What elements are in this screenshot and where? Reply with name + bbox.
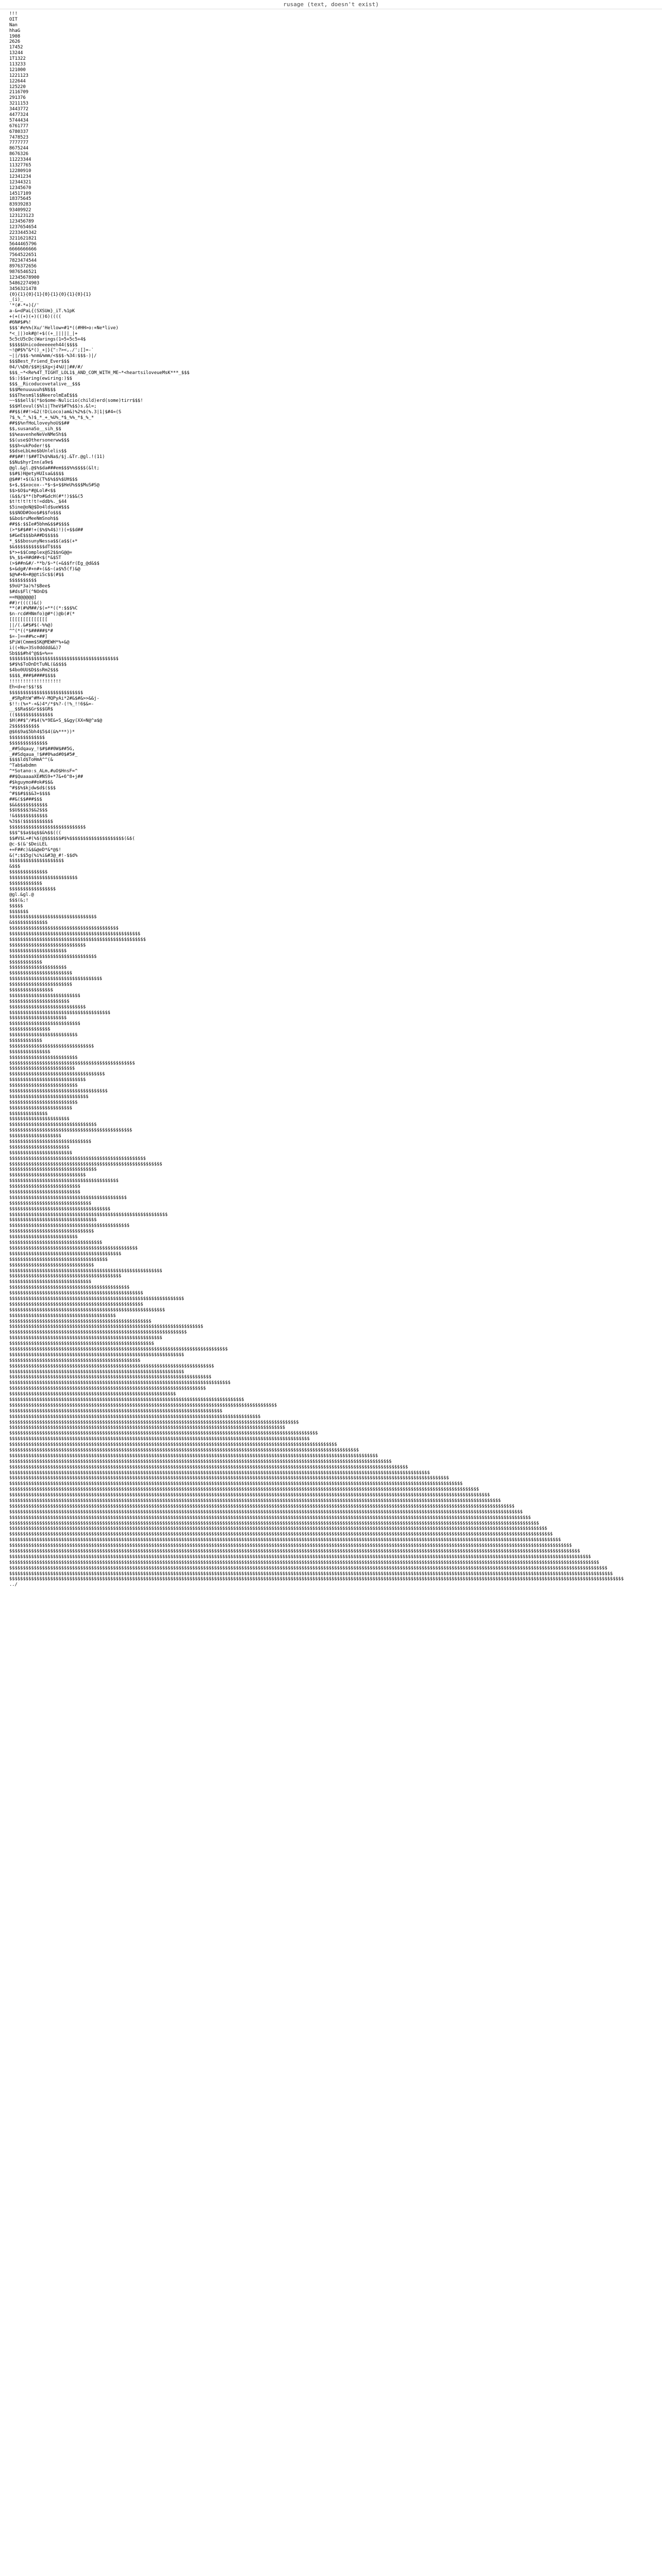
text-line: $$$$$$$$$$$$$$$$$$$$$$$$$$$$ <box>9 825 86 831</box>
text-line: $$>$O$u*#@Lol#<$$ <box>9 488 56 494</box>
text-line: $$$$$$$$$$$$$$$$$$$$$$$$$$$$$$$$$$$$$ <box>9 1206 110 1212</box>
text-line: $$$$$$$$$$$$$$$$$$$$$$$$$$$$ <box>9 1173 86 1178</box>
text-line: $$$$$$$$$$$$$$$$$$$$$$$ <box>9 1105 72 1111</box>
text-line: $$$$$ <box>9 903 23 909</box>
text-line: $$$$$$$$$$$$$$ <box>9 870 48 875</box>
text-line: &$$$$$$$$$$$$$ <box>9 920 48 926</box>
text-line: $$$$$$$$$$$$$$$$$$$$$$$$$$$$$$$$$$$$$$$$$$$$$$$$$$$$$$$$$$$$$$$$$$$$$$$$$$$ <box>9 1363 214 1369</box>
text-line: @gl.&gl.@ <box>9 892 34 897</box>
text-line: $$$$$$$$$$$$$$$$$$$$$$$$$$$$$$$ <box>9 1229 94 1234</box>
text-line: @gl.&gl.@$%$da###em$$$%%$$$$(&lt; <box>9 466 100 471</box>
text-line: $&bo$ruMeeNmSnoh$$ <box>9 516 59 522</box>
text-line: 11223344 <box>9 157 31 163</box>
text-line: *<_||)ok#@!+$((+_|||||_|+ <box>9 331 78 336</box>
text-line: +=F##c)&$&@eD*&*@$! <box>9 847 61 853</box>
text-line: ##$QuaaaaXE#NS9+*7&+6^8+j## <box>9 774 83 780</box>
text-line: $$$$$$$$$$$$$$$$$$$$$$$$$$$$$$$$$$$$$$$$$$$$$$$$$$$$ <box>9 1318 152 1324</box>
text-line: 8976372656 <box>9 264 37 269</box>
text-line: ==H@@@@@@] <box>9 595 37 600</box>
text-line: ~||/$$$-%nm&%mm/<$$$-%34:$$$-)|/ <box>9 353 97 359</box>
text-line: 17452 <box>9 45 23 50</box>
text-line: $$$$$$$$$$$$$$$$$$$$$$$$$$$$$$$$$$$$$$$$$$$$$$$$$$ <box>9 937 146 942</box>
text-line: $$$$$$$$$$$$$$$$$$$$$$$$$$$$$$$$$$$$$$$$$$$$ <box>9 1285 130 1291</box>
text-line: $$$$$$$$$$$$$$$$$$$$ <box>9 858 64 864</box>
text-line: &(*;$$5g(%i%i&#3@_#!-$$d% <box>9 853 78 858</box>
text-line: 54862274903 <box>9 280 40 286</box>
text-line: $$$$$$$$$$$$$$$$$$$$$$$ <box>9 971 72 976</box>
text-line: $$$$$$$$$$$$$$$$$$$$$$$$$$$$$$$$ <box>9 914 97 920</box>
text-line: 1908 <box>9 33 21 39</box>
text-line: $#$%$ToDnDtTuNL(&$$$$ <box>9 662 67 668</box>
text-line: $$$$$$$$$$$$$$$$$$$$$$$$$$$$$$$$$$$$$$$$ <box>9 1178 119 1184</box>
text-line: 8675244 <box>9 146 29 151</box>
text-line: $$$$$$$$$$$$$$$$$$$$$$$$$$$$$$$$$$$$$$$$$$$$$$$$$$$$$$$$$$$$$$$$$$$$$$$$ <box>9 1386 206 1392</box>
text-line: $$%eavenheNeVeNMeSh$$ <box>9 432 67 437</box>
text-line: $$$$$$$$$$$$$$$$$$$$$$$$$$$$$$$$$$$$$$$$$$$$$$$$$$$$$$$$$$$$$$$$$$$$$$$$$$$$$$$$$$$$$$$$$$$$$$$$$$$$$$$$$$$$$$$$$$$$$$$$$$$$$$$$$$$$$$$$$$$$$$$$$$$$$$$$$$$$$$$$$$$$$$$$$$$$$$$$$$$$$$$$$$$$$$$$$$$$$$$$$$ <box>9 1537 561 1543</box>
text-line: $$$Best_Friend_Ever$$$ <box>9 359 70 365</box>
text-line: [[[[[[[[[[[[[[ <box>9 617 48 623</box>
text-line: 7478523 <box>9 134 29 140</box>
text-line: $$$$$$$$$$$$$$$$$$$$$$$$$ <box>9 875 78 881</box>
text-line: 9876546521 <box>9 269 37 275</box>
text-line: $$$$$$$$$$$$$$$$$$$$$$$$$$ <box>9 1184 80 1190</box>
text-line: $$$$$$$$$$$$$$$$$$$$$$$$$$$$$$$$$$$$$$$$$$$$$$$$$ <box>9 1301 143 1307</box>
text-line: $t!t!t!t!t!=ddb%._$44 <box>9 499 67 505</box>
text-line: @c-$(&'$DeiLEL <box>9 841 48 847</box>
text-line: ##$$(##!>&2(!D(Loco)am&)%2%$(%.3|1|$#4=(S <box>9 410 122 415</box>
text-line: ^^(*((*$#####$*# <box>9 628 53 634</box>
text-line: !!!!!!!!!!!!!!!!!!! <box>9 679 61 684</box>
text-line: $$$$$$$$$$$$$$$$$$$$$$$$$$$$$$$$$$$$$$$$$$$$$$$$$$$$$$$$$$$$$$$$$$$$$$$$$$$$$$$$$$$$$$$$$$$$$$$$$$$$$$$$$$$$$$$$$$$$$$$$$$$$$$$$$$$$$$$$$$$$$$$$$$$$$$$$$$$$$$$$$$$$$$$$$$$$$$$$$$$$$$$$$$$$$$$$$$$$$$$$$$$$$$$$$$$$$ <box>9 1554 591 1560</box>
text-line: 291376 <box>9 95 26 101</box>
text-line: $$$$$$$$$$$$$$$$$$$$$$$$$$$$$$$$$$$$$$$$$$$$$$$$$$$$$$$$ <box>9 1335 162 1341</box>
text-line: $$$$$$$$$$$$$$$$$$$$$$$$$$$$$$$$ <box>9 1167 97 1173</box>
text-line: $$$$$$$$$$$$$$$$$$$$$$$$$$$$$$$$$$$$$$$$$$$$$$$$$$$$$$$$$$ <box>9 1212 168 1217</box>
text-line: $@%#+N+#@@tiSc$$(#$$ <box>9 572 64 578</box>
text-line: 4477324 <box>9 112 29 118</box>
text-line: 04/\%D0/$$Hj$Xg<j4%U||##/#/ <box>9 365 83 370</box>
text-line: 83939283 <box>9 202 31 208</box>
text-line: $$$$$$$$$$$$$$ <box>9 1111 48 1116</box>
text-line: ?$_%_^_%)$_*_+_%U%_*$_%%_*$_%_* <box>9 415 94 421</box>
text-line: 122644 <box>9 78 26 84</box>
text-line: $$$$$$$$$$$$$$$$$$$$$$$$$$$$$$$$$$$$$$$$$$$$$$$$$$$$$$$$$$$$$$$$ <box>9 1296 184 1301</box>
text-line: _##Sdqaua_!$##0%ad#0$#5#_ <box>9 752 78 757</box>
text-line: _(i)_ <box>9 297 23 303</box>
text-line: $$$$$$$$$$$$$$$$$$$$$$$$$$$$$$$$$$$$$ <box>9 1010 110 1015</box>
text-line: 125220 <box>9 84 26 90</box>
text-line: ~~$$$ell$(*$o$ome-Nulicio(child)erd(some)tirr$$$! <box>9 398 143 404</box>
text-line: $$$$$$$$$$$$$$$$$$$$$$$$$$$$$$$$$$$$$$$$$$$$$$$$$$$$$$$$$$$$$$$$$$$$$$$$$$ <box>9 1375 211 1380</box>
text-line: $$$$$$$$$$$$$$$$$$$$$$ <box>9 998 70 1004</box>
text-line: $$$$$$$$$$$$$$$$$$$$$$$$$$$$ <box>9 942 86 948</box>
text-line: $$$$$$$$$$$$$$$$$$$$$$$$$$$$$$$$$$$$$$$$$$$$$$$$$$$$$$$$$$$$$$$$ <box>9 1369 184 1375</box>
text-line: 93409922 <box>9 208 31 213</box>
text-line: $$$$$$$$$$$$$$$$$$$$$$$$$$$$$$$$$$$$$$$$$$$$$$$$ <box>9 1358 141 1363</box>
text-line: $$$$$$$$$$$$$$$$$$$$$$$$$$$$$$$$$$$$$$$$$$$$$$$$$$$$$$$$$$$$$$$$$$$$$$$$$$$$$$$$$$$$$$$$$$$$$$$$$$$$$$$$$$$$$$$$$$$$$$$$$$$$$$$$$$$$$$$$$$$$$$$$$$$$$$$$$$$$$$$$$$$$$$$$$$$$$$$$$$$$$$$$$$$$$$$$$$ <box>9 1520 539 1526</box>
text-line: $$$$$$$$$$$$$$$$$$$$$$$$$$$$$$$$$$$$$$$$$$$$$$$$$$$$$$$$$$$$$$$$$$$$$$$ <box>9 1324 204 1330</box>
text-line: ~!@#$%^&*()_+|}{":?><,./';[]=-` <box>9 348 94 353</box>
text-line: $$$$$$$$$$$$$$$$$$$$$$$$$$$$$$$$$$$$$$$$$$$$$$$$$$$$$$$$$$$$$$$$$$$$$$$$$$$$$$$$$$$$$$$$$$$$$$$$$$$$$$$$$$$$$$$$$$$$$$$$$$$$$$$$$$$$$$$ <box>9 1453 378 1459</box>
text-line: $$$$$$$$$$$$$$$$$$$$$$$$$$$$$$$$$$$$$$$$$$$$$$$$$$$$$$$$$$$$$$$$$$$$$$$$$$$$$$$$$$$$$$$$$$$$ <box>9 1414 261 1419</box>
text-line: i((+Nu+3Ss0dddd&&)7 <box>9 645 61 651</box>
text-line: 2$$$$$$$$$$ <box>9 724 40 730</box>
text-line: $+&dg#/#+n#+(&$~(a$%5(f)&@ <box>9 567 80 572</box>
text-line: &$$$ <box>9 864 21 870</box>
text-line: {0}{1}{0}{1}{0}{1}{0}{1}{0}{1} <box>9 292 91 297</box>
text-line: $$$$$$$$$$$$$$$$$$$$$$$$$$$$$$$$$$ <box>9 1240 103 1246</box>
text-line: $$$$$$$$$$$$$$$$$$$$$$$$$$$$$$$$$$$$$$$$ <box>9 656 119 662</box>
text-line: $$$$$$$$$$$$$$$$$$$$$ <box>9 1015 67 1021</box>
text-line: ##$##!!$##TI%$%Na$/$j.&Tr.@gl.!(11) <box>9 454 105 460</box>
text-line: $9oU*3a)%?$Bee$ <box>9 583 51 589</box>
text-line: ^*Sotano:s_ALm,#uO$HnsF=^ <box>9 769 78 774</box>
text-line: *_$$$bosunyNessa$$(a$$(+* <box>9 538 78 544</box>
text-line: $$$$$$$$$$$$$$$$$$$$$$$$$$$$$$$$$$$$$$$$$$$$$$$$$$$$$$$$$$$$$$$$$$$$$$$$$$$$$$$$$ <box>9 1380 230 1386</box>
text-line: ##$$%nfHoLloveyhoU$$## <box>9 421 70 427</box>
text-line: $$$$$$$$$$$$$$$$$$$$$$$$$$$$$$ <box>9 1200 91 1206</box>
text-line: ^Tab$abdmn <box>9 763 37 769</box>
text-line: $$$$$$$$$$$$$ <box>9 735 45 740</box>
text-line: 1T1322 <box>9 56 26 62</box>
text-line: 12345678900 <box>9 275 40 280</box>
text-line: 2116709 <box>9 90 29 95</box>
text-line: $$$$$$$$$$$$$$$$$$$$$$$$$$$$$$$$$$$$$$$$$$$$$$$$$$$$$$$$$$$$$$$$$$$$$$$$$$$$$$$$$$$$$$$$$$$$$$$$$$$$$ <box>9 1425 285 1431</box>
text-line: $$$$$$$$$$$$$$$$$$$$$$$$$$$$$$$$$$$$$$$$$ <box>9 1251 122 1257</box>
text-line: 18375645 <box>9 196 31 202</box>
text-line: 12345670 <box>9 185 31 191</box>
text-line: $$$$$$$$$$$$$$$$$$$$$$$$$$$$$$$$$$$$$$$$$$$$$$$$$$$$$$$$ <box>9 1161 162 1167</box>
text-line: ^#$$#$$$&3+$$$$ <box>9 791 51 796</box>
text-line: $$$$$$$$$$$$$$$$$$$$$$$$$$$$$$$$$$$$$$$$$$$$$$$$$$$$$$$$$$$$$$$$$$$$$$$$$$$$$$$$$$$$$$$$$$$$$$$$$$$$$$$$$$ <box>9 1419 299 1425</box>
text-line: $$$$$$$$$$$$$$$$$$$$$$$$$$$$$$$$$$$$$$$$$$$$$$$$$$$$$$$$$$$$$$$$$$$$$$$$$$$$$$$$$$$$$$$$$$$$$$$$$$$$$$$$$$$$$$$$$$$$$$$$$$$$$$$$$$$$$$$$$$$$$$$$$$$$$$$$$$$$$$$$$$$$$$$$$$$$$$$$$$$$$$$$$ <box>9 1503 515 1509</box>
text-line: 3443772 <box>9 107 29 112</box>
text-line: $$$$$$$$$$$$$$$$$$$$$$$$$$$$$$$$$$$$$$$$$$$$ <box>9 1223 130 1229</box>
text-line: $$$$$$$$$$$$$$ <box>9 740 48 746</box>
text-line: 7777777 <box>9 140 29 146</box>
text-line: $$$$$$$ <box>9 909 29 914</box>
text-line: (($$$$$$$$$$$$$$ <box>9 713 53 718</box>
text-line: $$$$$$$$$$$$$$$$$$$$$$$$$$$$$$$$ <box>9 1122 97 1128</box>
text-line: $$(use$Othersonerww$$$ <box>9 437 70 443</box>
text-line: $&$$$$$$$$$$$dT$$$$ <box>9 544 61 550</box>
text-line: $$$$$$$$$$$$$$$$$$$$$$$$$$$$$$$$$$$$$$$$$$$$$$$$$$$$$$$$$$$$$$$$$$$$$$$$$$$$$$$$$$$$$$$$$$$$$$$$$$$$$$$$$$$$$$$$$$$$$$$$$$$$$$$$$$$$$$$$$$$$$$$$$$$$$$$$$$$$$$$$$$$$$$$$$$$$$$$$$$$$$$$$$$$$$$$$$$$$$$$$$$$$$$$$$$$$$$$$$$$$$ <box>9 1571 613 1577</box>
text-line: $$$$$$$$$$$$$$$$$$$$$$$$$$$$$$$$$$$$ <box>9 1089 108 1094</box>
text-line: (&$$/$**(bPo#&dcH(#*!)$$&(5 <box>9 494 83 499</box>
text-line: $$$'#e%%(Xu/'Hellow=#1*((#HH>o:+Ne*live) <box>9 325 119 331</box>
text-line: $$$$$$$$$$$$$$$$$$$$$$$$$$$$$$$$$$$$$$$$$$$$$$$$$$$$$$$$$$$$$$$$ <box>9 1352 184 1358</box>
text-line: $$$$$$$$$$$$$$$$$$$$$$$$$ <box>9 1083 78 1089</box>
text-line: **(#(#%M##/$(=**((*:$$$%C <box>9 606 78 612</box>
text-line: $$$$$$$$$$$$$$$$$$$$$$$$$$$$$$$$$$$$$$$$$$$$$$$$$$$$$$$$$$$$$$$$$$$$$$$$$$$$$$$$$$$$$$$$$$$$$$$$$$$$$$$$$$$$$$$$$$$$$$$$$$$$$$$$$$$$$$$$$$$$$$$$$$$$$$$$$$$$$$$$$$$$$$$$$$$$ <box>9 1487 479 1493</box>
text-line: 6761777 <box>9 123 29 129</box>
text-line: 113233 <box>9 62 26 67</box>
text-line: $$$$$$$$$$$$$$$$$$$$$$$$$$$$$$$$$$$$$$$$$$$$$$$$$$$$$$$$$$$$$$$$$$$$$$$$$$$$$$$$$$$$$$$$$$$$$$$$$$$$$$$$$$$$$$ <box>9 1436 310 1442</box>
text-line: Sb$$$#h4^@$$=%== <box>9 651 53 656</box>
text-line: $$$$$$$$$$$$$$$$$$$$$$$$ <box>9 1066 75 1072</box>
text-line: $$$$$$$$$$$$$$$$$$$$$$$$$$$$$$$$$$$$$$$$$$$$$$$$$$$$$$$$$$$$$$$$$$$$$$$$$$$$$$$$$$$$$$$$$$$$$$$$$$$$$$$$$$$$$$$$$$$$$$$$$$$$$$$$ <box>9 1448 359 1453</box>
text-line: $!!:(%+*-+&)4*/*$%?-(!%_!!6$&=- <box>9 701 94 707</box>
text-line: $PiW(Cmmm$SK@MEWH*%+&@ <box>9 639 70 645</box>
text-line: $$$$$$$$$$$$$$$$$$$$$$$$$$$$$$$$$$$$$$$$$$$$$$$$$$$$$$$$$$$$$$$$$$$$$$$$$$$$$$$$$$$$$$$$$$$$$$$$$$$$$$$$$$$$$$$$$$$$$$$$$$$$$$$$$$$$$$$$$$$$$$$$$$$$$$$$$$$$$$$$$$$$$$$$$$$$$$$$$$$$$$$$$$$$$$$$$$$$$$$$$$$$$$$$$$$$$$$$$$$ <box>9 1565 607 1571</box>
text-line: 3211153 <box>9 101 29 107</box>
text-line: 121000 <box>9 67 26 73</box>
text-line: $$$_~*<Re%4T_TIGHT_LOL1$_AND_COM_WITH_ME~*<heartsiloveueMsK***_$$$ <box>9 370 190 376</box>
text-line: $*>+$$Complex@S2$$nG@@= <box>9 550 72 555</box>
text-line: $$$$$$$$$$$$$$$$$$$$$$$$$$$$$$$ <box>9 1262 94 1268</box>
text-line: ##$$:$$Ie#5bhm&$$#$$$$ <box>9 522 70 528</box>
text-line: $$$__Ricoducovetalive__$$$ <box>9 381 80 387</box>
text-line: 13244 <box>9 50 23 56</box>
text-line: 12344321 <box>9 179 31 185</box>
text-line: $$$h<ukPoder!$$ <box>9 443 51 449</box>
text-line: $$$$$$$$$$ <box>9 578 37 583</box>
text-line: $$U$$$$3$&2$$$ <box>9 808 48 814</box>
text-line: 8676326 <box>9 151 29 157</box>
text-line: ^#$$%$kjdw$d$($$$ <box>9 785 56 791</box>
text-line: $$$$$$$$$$$$$$$$$$$$$ <box>9 948 67 954</box>
text-line: $$$$$$$$$$$$$$$$$$$$$$$$$$$$$$$$$$$$$$$$$$$$$$$$$$$$$$$$$ <box>9 1307 165 1313</box>
text-line: $$$$$$$$$$$$$$$$$$$$$$$$$$$ <box>9 690 83 696</box>
window-title: rusage (text, doesn't exist) <box>0 0 662 9</box>
text-line: $$dseLbLmo$bUnlelis$$ <box>9 449 67 454</box>
text-line: $$$$$$$$$$$$$$$$$$$$$$$$$$$$ <box>9 1004 86 1010</box>
text-line: ||/(.&#$#$(-%%@) <box>9 623 53 629</box>
text-line: $$$$$$$$$$$$$$$$$$$$$$$$$$$$$$$$$$$$$$$$$$$$$$$$$$$$$$$$$$$$$$$$$$$$$$$$$$$$$$$$$$$$$$$$$$$$$$$$$$$$$$$$$$$$$$$$$$$$$$$$ <box>9 1442 337 1448</box>
text-line: $$$$$$$$$$$$$$$$$$$$$$$$$$$$$$$$$$$$ <box>9 1257 108 1262</box>
text-line: 123456789 <box>9 218 34 224</box>
text-line: $5ine@oN@$Do4ld$ueW$$$ <box>9 505 70 511</box>
text-line: $$$$$$$$$$$$$$$$$$$$$$$$$$$$$$$$$$$$$$$$$$$$$$$$$$$$$$$$$$$$$$$$$$$$$$$$$$$$$$$$$$$$$$$$$$$$$$$$$$$$$$$$$$$$$$$$$$$$$$$$$$$$$$$$$$$$$$$$$$$$$$$$$$$$$$$$$$$$$$$$$$$$$$$$$$$$$$$$ <box>9 1493 490 1498</box>
text-line: $$$$$$$$$$$$$$$ <box>9 1027 51 1032</box>
text-line: #6N#$#%! <box>9 319 31 325</box>
text-line: $%_$$+H#d##<$(*&$ST <box>9 555 61 561</box>
text-line: $$$$$$$$$$$$$$$$$$$$$$$$$$$$$ <box>9 1094 89 1099</box>
text-line: $$$$$$$$$$$$$$$$$$$$$$$$$$$$$$$$$$$$$$$$$$$$$$$$$$$$$$$$ <box>9 1268 162 1274</box>
text-line: 11327765 <box>9 163 31 168</box>
text-line: Eh<d+e!$$!$$ <box>9 684 42 690</box>
text-line: $$$$$$$$$$$$$$$$$$$$$$$$$$ <box>9 1021 80 1027</box>
text-line: $=-]==##%c+##] <box>9 634 48 639</box>
text-line: $$$$$$$$$$$$$$$$$$$$$$$$$$$$$$$$$$$$$$$$$$$ <box>9 1195 127 1200</box>
text-line: 6780337 <box>9 129 29 134</box>
text-line: $$$$$$$$$$$$$$$$$$$$$$$$$$$$$$$$$$$$$$$$$$$$$$$ <box>9 1245 138 1251</box>
text-line: $$$$$$$$$$$$ <box>9 1038 42 1043</box>
text-line: $$$$$$$$$$$$$$$$$$$$$$$$$$$$$$$$$$$$$$$$$$$$$$$$$$$$$$$$$$$$$$$$$$$$$$$$$$$$$$$$$$$$$$$$$$$$$$$$$$ <box>9 1402 277 1408</box>
text-line: $$$Thesm$l$$NeerolmEaE$$$ <box>9 393 78 398</box>
text-line: $n-rcd#HNmfo)@#*()@b(#(* <box>9 612 75 617</box>
text-line: 5744434 <box>9 117 29 123</box>
text-line: $$$$$$$$$$$$$$$$$$$$$$$$$$$$$$$$$$$$$$$$$$$$$$$$$$$$$$$$$$$$$$$$$$$$$$$$$$$$$$$$$$$$$$$$$$$$$$$$$$$$$$$$$$$$$$$$$$$$$$$$$$$$$$$$$$$$$$$$$$$$$$$$$$$$$$$$$$$$$$$$$$$$$$$$$$$$$$$$$$$$$$$$$$$$$$$$$$$$$$$$$$$$$$$$$ <box>9 1549 580 1554</box>
text-line: $$$$$$$$$$$$$$$$ <box>9 987 53 993</box>
text-line: $$$$$$$$$$$$$$$$$$$$$$$$$$$$$$$$$$$$$$$$$$$$$$$$ <box>9 931 141 937</box>
text-line: (>*$#$##!+($%$%4$)!)(+$$d## <box>9 527 83 533</box>
text-line: 2233445342 <box>9 230 37 235</box>
text-line: $$$$$$$$$$$$$$$$$$$ <box>9 1133 61 1139</box>
text-line: $#ds$Fl(^NOnD$ <box>9 589 48 595</box>
text-line: $$$$$$$$$$$$$$$$$$$$$$$$$ <box>9 1032 78 1038</box>
text-line: $$$$$$$$$$$$$$$$$$$$$$$$$$$$$$$$$$$$$$$$$$$$$$$$$$$$$$$$$$$$$$$$$$$$$$$$$$$$$$$$$$$$$$ <box>9 1397 244 1402</box>
text-line: $$$(&;! <box>9 897 29 903</box>
text-line: $$$$$$$$$$$$$$$$$$$$$$$$$$$$$$$$$$$ <box>9 1072 105 1077</box>
text-line: $$$$$$$$$$$$$$$$$$$$$$$ <box>9 982 72 988</box>
text-line: $$$$$Unicodeeeeeeh44($$$$ <box>9 342 78 348</box>
text-line: $4bo0UU$D$$sRm2$$$ <box>9 668 59 673</box>
text-line: 1221123 <box>9 73 29 78</box>
text-line: $$$$$$$$$$$$$$$$$$$$$$$$$$$$$$$$$$$$$$$$$$$$$$$$$$$$$$$$$$$$$$$$$$$$$$$$$$$$$$$$$$$$$$$$$$$$$$$$$$$$$$$$$$$$$$$$$$$$$$$$$$$$$$$$$$$$$$$$$$$$$$$$$$$$$$$$$$$$$$$$$$$$$$$$$$$$$$$$$$$$$$$$$$$$$$$$$$$$$$$$$$$$$$ <box>9 1543 572 1549</box>
text-line: $$$$ld$ToHmA^^(& <box>9 757 53 763</box>
text-line: $$$$$$$$$$$$$$$$$$$$$$$$$$$$$$$$$$$$$$$$$$$$$$$$$$$$$$$$$$$$$$$$$$$$$$$$$$$$$$$$$$$$$$$$$$$$$$$$$$$$$$$$$$$$$$$$$$$$$$$$$$$$$$$$$$$$$$$$$$$$$$$$$$$$$$$$$$$$$$$$$ <box>9 1476 449 1481</box>
text-line: !!! <box>9 11 18 16</box>
text-line: $$:)$$aring(ewiring:)$$ <box>9 376 72 381</box>
text-line: $$$$$$$$$$$$$$$$$$$$$$$$$$$$$$$$ <box>9 954 97 959</box>
text-line: $H(##$^/#$4(%*9E&+S_$&gy(XX=N@^a$@ <box>9 718 103 724</box>
text-line: $$$$$$$$$$$$$$$$$$$$$$$$$$$$$$$$$$$$$$$$$$$$$$$$$$$$$$$$$$$$$$$$$$$$$$$$$$$$$$$$$$$$$$$$$$$$$$$$$$$$$$$$$$$$$$$$$ <box>9 1431 318 1436</box>
text-line: a-&=dPaL{(SXSUm}_iT.%1pK <box>9 309 75 314</box>
text-line: $$$$$$$$$$$$$$$$$$$$$$$$$$$$$$$$$$$$$$$$$$$$$$$$$$$$$$$$$$$$$$$$$$$$$$$$$$$$$$$$$$$$$$$$$$$$$$$$$$$$$$$$$$$$$$$$$$$$$$$$$$$$$$$$$$$$$$$$$$$$$$$$$$$$$$$$$$$$$$$$$$$$$$$$$$$$$$$$$$$$ <box>9 1498 501 1504</box>
text-line: $$$$$$$$$$$$$$$$$$$$$$$$$$ <box>9 1190 80 1195</box>
text-line: 6666666666 <box>9 247 37 252</box>
text-line: 5644465796 <box>9 241 37 247</box>
text-line: $$$$$$$$$$$$$$$ <box>9 1049 51 1055</box>
text-line: $$$$$$$$$$$$$$$$$ <box>9 886 56 892</box>
text-line: $$$$$$$$$$$$$$$$$$$$$$$$$$$$$$$$$$$$$$$$$$$$$$$$$$$$$$$$$$$$$$$$$ <box>9 1330 187 1335</box>
text-line: ../ <box>9 1582 18 1588</box>
text-line: 14517109 <box>9 191 31 196</box>
text-line: $#&eE$$$bA##D$$$$$ <box>9 533 59 538</box>
text-line: $$$$$$$$$$$$$$$$$$$$$$$$$$$$$$$$$$$$$$$$$ <box>9 1274 122 1279</box>
text-line: $$$$$$$$$$$$$$$$$$$$$$$$$$$$$$$$$$$$$$$$$$$$$$$$$$$$$$$$$$$$$$$$$$$$$$$$$$$$$$$$$$$$$$$$$$$$$$$$$$$$$$$$$$$$$$$$$$$$$$$$$$$$$$$$$$$$$$$$$$$$$$$$$$$$$$$$$$$$$$$$$$$$$$$$$$$$$$$$$$$$$$$$$$$$$$$ <box>9 1515 531 1520</box>
text-line: %3$$($$$$$$$$$$$ <box>9 819 53 825</box>
text-line: $$$$$$$$$$$$$$$$$$$$$$$$$$$$$$$$$$$$$$$$$$$$$$$$$$$$$$$$$$$$$$$$$$$$$$$$$$$$$$$$ <box>9 1346 228 1352</box>
text-line: $$$$$$$$$$$$$$$$$$$$$$$$$$$$$$$$$$$$$$$$$$$$$$$$$$$$$$$$$$$$$$$$$$$$$$$$$$$$$$$$$$$$$$$$$$$$$$$$$$$$$$$$$$$$$$$$$$$$$$$$$$$$$$$$$$$$$$$$$$$$$$$$$$$$$$$$$$$$$$$$$$$$$$ <box>9 1481 463 1487</box>
text-line: hhaG <box>9 28 21 33</box>
text-line: !&$$$$$$$$$$$$ <box>9 814 48 819</box>
text-line: $$$$$$$$$$$$$$$$$$$$$$$$$$$$$$$$$$$$$$$$$$$$$$$$$$$$$ <box>9 1341 154 1347</box>
text-line: $$$$$$$$$$$$$$$$$$$$$$$$$$$$$$$$$$$$$$$$$$$$$$$$$$$$$$$$$$$$$$$$$$$$$$$$$$$$$$ <box>9 1408 223 1414</box>
text-line: $$$$$$$$$$$$$$$$$$$$$$$$$$$$$$$$$$$$$$$$$$$$$$$$$ <box>9 1291 143 1296</box>
text-line: 3456321478 <box>9 286 37 292</box>
text-line: 3211621821 <box>9 235 37 241</box>
text-line: 2626 <box>9 39 21 45</box>
text-line: $$$$$$$$$$$$$$$$$$$$$$$$$$$$$$$$$$$$$$$$$$$$$$$$$$ <box>9 1156 146 1161</box>
text-line: _#SRpRtW^#M+V-MQPyAi*2#&$#&>>&&j- <box>9 696 100 701</box>
text-line: $$,susanaSo__sih_$$ <box>9 426 61 432</box>
text-line: $$$$$$$$$$$$$$$$$$$$$$$$$ <box>9 1234 78 1240</box>
text-line: $$$$$$$$$$$$ <box>9 881 42 887</box>
text-line: $$$$$$$$$$$$$$$$$$$$$$$$$$$$$$$$$$$$$$$$$$$$$$$$$$$$$$$$$$$$$$$$$$$$$$$$$$$$$$$$$$$$$$$$$$$$$$$$$$$$$$$$$$$$$$$$$$$$$$$$$$$$$$$$$$$$$$$$$$$$$$$$$$$$$$$$$$$$$$$$$$$$$$$$$$$$$$$$$$$$$$$$$$$$$$$$$$$$$$$$$$$$$$$$$$$$$$$$ <box>9 1560 599 1565</box>
text-line: $$$$$$$$$$$$$$$$$$$$$$$$$$$$$$$$ <box>9 1217 97 1223</box>
text-line: @$6$9a$5bh4$5$4(&%***))* <box>9 730 75 735</box>
text-line: 7564522651 <box>9 252 37 258</box>
text-line: $$$$$$$$$$$$$$$$$$$$$$$$$$$$$$$$$$$$$$$$$$$$$$$$$$$$$$$$$$$$$ <box>9 1392 176 1397</box>
text-line: $&&$$$$$$$$$$$ <box>9 802 48 808</box>
text-line: $$$$$$$$$$$$$$$$$$$$$$ <box>9 1144 70 1150</box>
text-line: $$$$$$$$$$$$$$$$$$$$$$$$$ <box>9 1099 78 1105</box>
text-line: $$$$$$$$$$$$$$$$$$$$$$$$$$$$$$$$$$$$$$$$$$$$$ <box>9 1128 133 1133</box>
text-line: $$$NOD#Ooo$#$$fo$$$ <box>9 511 61 516</box>
text-line: 5c5cU5cDc(Warings(1=5+5c5+4$ <box>9 336 86 342</box>
text-line: 12341234 <box>9 174 31 179</box>
text-line: $$$$$$$$$$$$$$$$$$$$$$$$$$$$$$$$$$$$$$$$$$$$$$$$$$$$$$$$$$$$$$$$$$$$$$$$$$$$$$$$$$$$$$$$$$$$$$$$$$$$$$$$$$$$$$$$$$$$$$$$$$$$$$$$$$$$$$$$$$$$$$$$$$$$$$$$$$$$$$$$$$$$$$$$$$$$$$$$$$$$$$$$$$$$$$$$$$$$$$$$$$$$$$$$$$$$$$$$$$$$$$$$$ <box>9 1577 624 1582</box>
text-line: $$$$_###$####$$$$ <box>9 673 56 679</box>
text-line: __$$Ra$$Gr$$$GR$ <box>9 707 53 713</box>
text-line: $$$$$$$$$$$$$$$$$$$$$$$$$$$$$$$ <box>9 1043 94 1049</box>
text-line: $$$$$$$$$$$$$$$$$$$$$$$$$$$$$$$$$$$$$$$$$$$$$$$$$$$$$$$$$$$$$$$$$$$$$$$$$$$$$$$$$$$$$$$$$$$$$$$$$$$$$$$$$$$$$$$$$$$$$$$$$$$$$$$$$$$$$$$$$$$$ <box>9 1459 392 1464</box>
text-line: $$#V$L+#(%$(@$$$$$$#$%$$$$$$$$$$$$$$$$$$$$(&$( <box>9 836 135 841</box>
text-line: $$$$$$$$$$$$$$$$$$$$$$$$$$$$$$$$$$$$$$$$$$$$$$$$$$$$$$$$$$$$$$$$$$$$$$$$$$$$$$$$$$$$$$$$$$$$$$$$$$$$$$$$$$$$$$$$$$$$$$$$$$$$$$$$$$$$$$$$$$$$$$$$$$$$$$$$$$$$$$$$$$$$$$$$$$$$$$$$$$$$$$$$$$$$ <box>9 1509 523 1515</box>
text-line: (>$##n&#/-**b/$~*(+&$$fr(Eg_@d&$$ <box>9 561 100 567</box>
text-line: _##Sdqauy_!$#$##0W$##5G, <box>9 746 75 752</box>
text-line: Nan <box>9 22 18 28</box>
text-line: ##)r(((()&() <box>9 600 42 606</box>
text-line: 7823474544 <box>9 258 37 264</box>
text-line: '*(#-*+){/' <box>9 303 40 309</box>
text-line: $$$$$$$$$$$$$$$$$$$$$$$$$$$$ <box>9 1077 86 1083</box>
text-line: $+$,$$xocox--*$~$+$$HeU%$$$MuS#S@ <box>9 482 100 488</box>
text-line: $$$$$$$$$$$$$$$$$$$$$$$$$$$$$$$$$$$$$$$$$$$$$$$$$$$$$$$$$$$$$$$$$$$$$$$$$$$$$$$$$$$$$$$$$$$$$$$$$$$$$$$$$$$$$$$$$$$$$$$$$$$$$$$$$$$$$$$$$$$$$$$$$$$$$$$$$$$$$$$$$$$$$$$$$$$$$$$$$$$$$$$$$$$$$$$$$$$$$ <box>9 1526 548 1532</box>
text-line: $$$$$$$$$$$$$$$$$$$$$$$$$$$$$$ <box>9 1279 91 1285</box>
text-line: $$$$$$$$$$$$$$$$$$$$$ <box>9 965 67 971</box>
text-line: $$$$$$$$$$$$$$$$$$$$$$$$$$$$$$$$$$$$$$$$$$$$$$$$$$$$$$$$$$$$$$$$$$$$$$$$$$$$$$$$$$$$$$$$$$$$$$$$$$$$$$$$$$$$$$$$$$$$$$$$$$$$$$$$$$$$$$$$$$$$$$$$$$$$$$$$$$$$$$$$$$$$$$$$$$$$$$$$$$$$$$$$$$$$$$$$$$$$$$$ <box>9 1532 553 1537</box>
text-line: #$kguymo##ok#$$& <box>9 780 53 786</box>
text-line: $$$$$$$$$$$$ <box>9 959 42 965</box>
text-line: $$$$$$$$$$$$$$$$$$$$$$$$$$$$$$$$$$$$$$$$ <box>9 926 119 931</box>
text-line: $$$Menuuuuuh$N$$$ <box>9 387 56 393</box>
text-line: $$$$$$$$$$$$$$$$$$$$$$ <box>9 1116 70 1122</box>
text-line: +(+((+)(+)(()6)(((( <box>9 314 61 320</box>
text-line: $$$$$$$$$$$$$$$$$$$$$$$$$$$$$$$$$$$$$$$$$$$$$$ <box>9 1060 135 1066</box>
text-line: $$#$)H@etyHUIsa&$$$$ <box>9 471 64 477</box>
text-line: $$$$$$$$$$$$$$$$$$$$$$$ <box>9 1150 72 1156</box>
text-line: ##&($$###$$$ <box>9 796 42 802</box>
text-line: $$$$$$$$$$$$$$$$$$$$$$$$$ <box>9 1055 78 1060</box>
text-line: OIT <box>9 16 18 22</box>
text-line: $$Nu$hyrInn(a9e$ <box>9 460 53 466</box>
text-line: @$##!+$(&)$(T%$%$$%$UH$$$ <box>9 477 78 482</box>
text-line: $$$$$$$$$$$$$$$$$$$$$$$$$$$$$$$$$$ <box>9 976 103 982</box>
text-line: 123123123 <box>9 213 34 219</box>
text-line: $$$$$$$$$$$$$$$$$$$$$$$$$$$$$$$$$$$$$$$ <box>9 1313 116 1318</box>
text-line: $$$Hlovul($%li|TheV$#T%$$)s.&l=; <box>9 404 97 410</box>
text-line: $$$^$$a$$q$$&%$$((( <box>9 831 61 836</box>
text-line: $$$$$$$$$$$$$$$$$$$$$$$$$$$$$$$$$$$$$$$$$$$$$$$$$$$$$$$$$$$$$$$$$$$$$$$$$$$$$$$$$$$$$$$$$$$$$$$$$$$$$$$$$$$$$$$$$$$$$$$$$$$$$$$$$$$$$$$$$$$$$$$$$$ <box>9 1464 408 1470</box>
text-line: 1237654654 <box>9 224 37 230</box>
text-line: $$$$$$$$$$$$$$$$$$$$$$$$$$$$$$$$$$$$$$$$$$$$$$$$$$$$$$$$$$$$$$$$$$$$$$$$$$$$$$$$$$$$$$$$$$$$$$$$$$$$$$$$$$$$$$$$$$$$$$$$$$$$$$$$$$$$$$$$$$$$$$$$$$$$$$$$$$ <box>9 1470 430 1476</box>
text-line: $$$$$$$$$$$$$$$$$$$$$$$$$$$$$$ <box>9 1139 91 1145</box>
text-line: $$$$$$$$$$$$$$$$$$$$$$$$$$ <box>9 993 80 998</box>
text-content <box>9 11 649 1588</box>
text-line: 12280910 <box>9 168 31 174</box>
